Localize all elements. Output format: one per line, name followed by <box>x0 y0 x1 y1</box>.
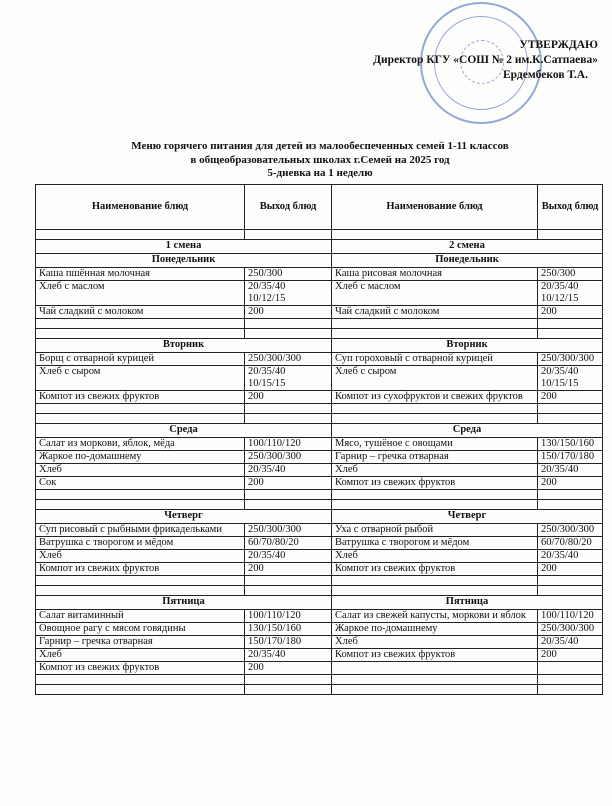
empty-cell <box>245 404 332 414</box>
menu-row <box>36 524 603 537</box>
empty-cell <box>36 576 245 586</box>
output-shift-1: 20/35/40 <box>245 649 332 662</box>
output-shift-1: 200 <box>245 391 332 404</box>
menu-row <box>36 477 603 490</box>
dish-shift-1: Жаркое по-домашнему <box>36 451 245 464</box>
output-shift-1: 250/300 <box>245 268 332 281</box>
empty-cell <box>538 576 603 586</box>
empty-cell <box>538 675 603 685</box>
spacer-row <box>36 230 603 240</box>
shift-second: 2 смена <box>332 240 603 254</box>
output-shift-2: 200 <box>538 306 603 319</box>
dish-shift-2: Компот из сухофруктов и свежих фруктов <box>332 391 538 404</box>
dish-shift-2: Хлеб <box>332 636 538 649</box>
empty-cell <box>245 319 332 329</box>
menu-row <box>36 391 603 404</box>
approval-position: Директор КГУ «СОШ № 2 им.К.Сатпаева» <box>373 54 598 66</box>
dish-shift-1: Хлеб с сыром <box>36 366 245 391</box>
dish-shift-2: Мясо, тушёное с овощами <box>332 438 538 451</box>
day-name-right: Пятница <box>332 596 603 610</box>
menu-row <box>36 636 603 649</box>
dish-shift-1: Суп рисовый с рыбными фрикадельками <box>36 524 245 537</box>
approval-block <box>338 38 598 83</box>
menu-row <box>36 451 603 464</box>
empty-cell <box>332 586 538 596</box>
empty-cell <box>332 329 538 339</box>
menu-row <box>36 464 603 477</box>
empty-cell <box>36 500 245 510</box>
output-shift-1: 20/35/40 <box>245 550 332 563</box>
spacer-row <box>36 685 603 695</box>
empty-cell <box>332 685 538 695</box>
output-shift-2: 200 <box>538 391 603 404</box>
output-shift-2: 250/300/300 <box>538 524 603 537</box>
dish-shift-1: Борщ с отварной курицей <box>36 353 245 366</box>
dish-shift-2: Салат из свежей капусты, моркови и яблок <box>332 610 538 623</box>
shift-row <box>36 240 603 254</box>
empty-cell <box>538 685 603 695</box>
title-line-1: Меню горячего питания для детей из малообеспеченных семей 1-11 классов <box>131 140 509 152</box>
empty-cell <box>538 404 603 414</box>
output-shift-1: 20/35/40 <box>245 464 332 477</box>
output-shift-1: 200 <box>245 477 332 490</box>
dish-shift-1: Гарнир – гречка отварная <box>36 636 245 649</box>
day-name-right: Понедельник <box>332 254 603 268</box>
empty-cell <box>245 586 332 596</box>
dish-shift-2: Хлеб <box>332 550 538 563</box>
dish-shift-1: Хлеб <box>36 464 245 477</box>
empty-cell <box>36 319 245 329</box>
title-line-2: в общеобразовательных школах г.Семей на 2025 год <box>190 153 450 166</box>
output-shift-1: 250/300/300 <box>245 524 332 537</box>
dish-shift-1: Компот из свежих фруктов <box>36 563 245 576</box>
header-row <box>36 185 603 230</box>
output-shift-2: 200 <box>538 477 603 490</box>
day-header-row <box>36 339 603 353</box>
output-shift-2: 150/170/180 <box>538 451 603 464</box>
spacer-row <box>36 500 603 510</box>
dish-shift-1: Компот из свежих фруктов <box>36 662 245 675</box>
empty-cell <box>36 404 245 414</box>
menu-body <box>36 230 603 695</box>
dish-shift-2 <box>332 662 538 675</box>
empty-cell <box>538 500 603 510</box>
day-header-row <box>36 424 603 438</box>
menu-table <box>35 184 603 695</box>
dish-shift-2: Компот из свежих фруктов <box>332 649 538 662</box>
approval-signer: Ердембеков Т.А. <box>503 69 588 81</box>
output-shift-1: 200 <box>245 306 332 319</box>
day-name-right: Четверг <box>332 510 603 524</box>
dish-shift-1: Хлеб <box>36 550 245 563</box>
empty-cell <box>36 490 245 500</box>
dish-shift-2: Компот из свежих фруктов <box>332 563 538 576</box>
output-shift-2: 250/300/300 <box>538 623 603 636</box>
spacer-row <box>36 404 603 414</box>
empty-cell <box>36 414 245 424</box>
output-shift-2: 200 <box>538 649 603 662</box>
output-shift-1: 250/300/300 <box>245 451 332 464</box>
empty-cell <box>332 319 538 329</box>
day-name-left: Пятница <box>36 596 332 610</box>
day-name-left: Среда <box>36 424 332 438</box>
output-shift-1: 250/300/300 <box>245 353 332 366</box>
day-name-left: Вторник <box>36 339 332 353</box>
dish-shift-1: Хлеб с маслом <box>36 281 245 306</box>
header-output-2: Выход блюд <box>538 185 603 230</box>
output-shift-1: 130/150/160 <box>245 623 332 636</box>
empty-cell <box>332 490 538 500</box>
dish-shift-2: Гарнир – гречка отварная <box>332 451 538 464</box>
document-title <box>0 140 612 181</box>
menu-row <box>36 563 603 576</box>
day-name-right: Вторник <box>332 339 603 353</box>
empty-cell <box>245 685 332 695</box>
day-header-row <box>36 510 603 524</box>
output-shift-1: 200 <box>245 662 332 675</box>
empty-cell <box>245 490 332 500</box>
dish-shift-2: Хлеб с маслом <box>332 281 538 306</box>
empty-cell <box>332 675 538 685</box>
empty-cell <box>332 414 538 424</box>
day-name-left: Понедельник <box>36 254 332 268</box>
output-shift-1: 60/70/80/20 <box>245 537 332 550</box>
empty-cell <box>36 685 245 695</box>
output-shift-2: 250/300/300 <box>538 353 603 366</box>
empty-cell <box>245 500 332 510</box>
header-output-1: Выход блюд <box>245 185 332 230</box>
menu-row <box>36 438 603 451</box>
dish-shift-1: Чай сладкий с молоком <box>36 306 245 319</box>
output-shift-2: 20/35/40 10/12/15 <box>538 281 603 306</box>
dish-shift-2: Хлеб с сыром <box>332 366 538 391</box>
empty-cell <box>538 414 603 424</box>
header-dish-2: Наименование блюд <box>332 185 538 230</box>
output-shift-1: 20/35/40 10/12/15 <box>245 281 332 306</box>
dish-shift-1: Сок <box>36 477 245 490</box>
menu-row <box>36 550 603 563</box>
empty-cell <box>245 414 332 424</box>
dish-shift-1: Салат из моркови, яблок, мёда <box>36 438 245 451</box>
menu-row <box>36 649 603 662</box>
spacer-row <box>36 576 603 586</box>
empty-cell <box>245 675 332 685</box>
dish-shift-2: Хлеб <box>332 464 538 477</box>
output-shift-1: 100/110/120 <box>245 610 332 623</box>
output-shift-1: 100/110/120 <box>245 438 332 451</box>
shift-first: 1 смена <box>36 240 332 254</box>
empty-cell <box>36 329 245 339</box>
menu-row <box>36 268 603 281</box>
output-shift-1: 150/170/180 <box>245 636 332 649</box>
empty-cell <box>332 576 538 586</box>
menu-row <box>36 623 603 636</box>
menu-row <box>36 366 603 391</box>
empty-cell <box>332 404 538 414</box>
empty-cell <box>245 576 332 586</box>
output-shift-2: 100/110/120 <box>538 610 603 623</box>
output-shift-2: 130/150/160 <box>538 438 603 451</box>
dish-shift-1: Ватрушка с творогом и мёдом <box>36 537 245 550</box>
menu-row <box>36 281 603 306</box>
spacer-row <box>36 329 603 339</box>
menu-row <box>36 306 603 319</box>
dish-shift-2: Суп гороховый с отварной курицей <box>332 353 538 366</box>
dish-shift-1: Хлеб <box>36 649 245 662</box>
empty-cell <box>332 500 538 510</box>
output-shift-2: 20/35/40 <box>538 550 603 563</box>
approval-heading: УТВЕРЖДАЮ <box>519 39 598 51</box>
output-shift-2 <box>538 662 603 675</box>
spacer-row <box>36 586 603 596</box>
output-shift-1: 200 <box>245 563 332 576</box>
empty-cell <box>36 675 245 685</box>
empty-cell <box>538 586 603 596</box>
dish-shift-2: Компот из свежих фруктов <box>332 477 538 490</box>
day-name-right: Среда <box>332 424 603 438</box>
output-shift-2: 20/35/40 <box>538 464 603 477</box>
menu-row <box>36 610 603 623</box>
spacer-row <box>36 675 603 685</box>
empty-cell <box>36 586 245 596</box>
empty-cell <box>538 329 603 339</box>
dish-shift-2: Жаркое по-домашнему <box>332 623 538 636</box>
day-header-row <box>36 254 603 268</box>
output-shift-2: 200 <box>538 563 603 576</box>
empty-cell <box>538 319 603 329</box>
dish-shift-2: Ватрушка с творогом и мёдом <box>332 537 538 550</box>
spacer-row <box>36 319 603 329</box>
output-shift-2: 20/35/40 <box>538 636 603 649</box>
day-header-row <box>36 596 603 610</box>
spacer-row <box>36 490 603 500</box>
dish-shift-1: Салат витаминный <box>36 610 245 623</box>
dish-shift-1: Овощное рагу с мясом говядины <box>36 623 245 636</box>
output-shift-2: 60/70/80/20 <box>538 537 603 550</box>
output-shift-2: 20/35/40 10/15/15 <box>538 366 603 391</box>
dish-shift-2: Уха с отварной рыбой <box>332 524 538 537</box>
output-shift-1: 20/35/40 10/15/15 <box>245 366 332 391</box>
menu-row <box>36 662 603 675</box>
header-dish-1: Наименование блюд <box>36 185 245 230</box>
dish-shift-2: Чай сладкий с молоком <box>332 306 538 319</box>
dish-shift-1: Компот из свежих фруктов <box>36 391 245 404</box>
empty-cell <box>245 329 332 339</box>
day-name-left: Четверг <box>36 510 332 524</box>
dish-shift-2: Каша рисовая молочная <box>332 268 538 281</box>
empty-cell <box>538 490 603 500</box>
output-shift-2: 250/300 <box>538 268 603 281</box>
title-line-3: 5-дневка на 1 неделю <box>267 167 373 179</box>
menu-row <box>36 537 603 550</box>
spacer-row <box>36 414 603 424</box>
dish-shift-1: Каша пшённая молочная <box>36 268 245 281</box>
menu-row <box>36 353 603 366</box>
